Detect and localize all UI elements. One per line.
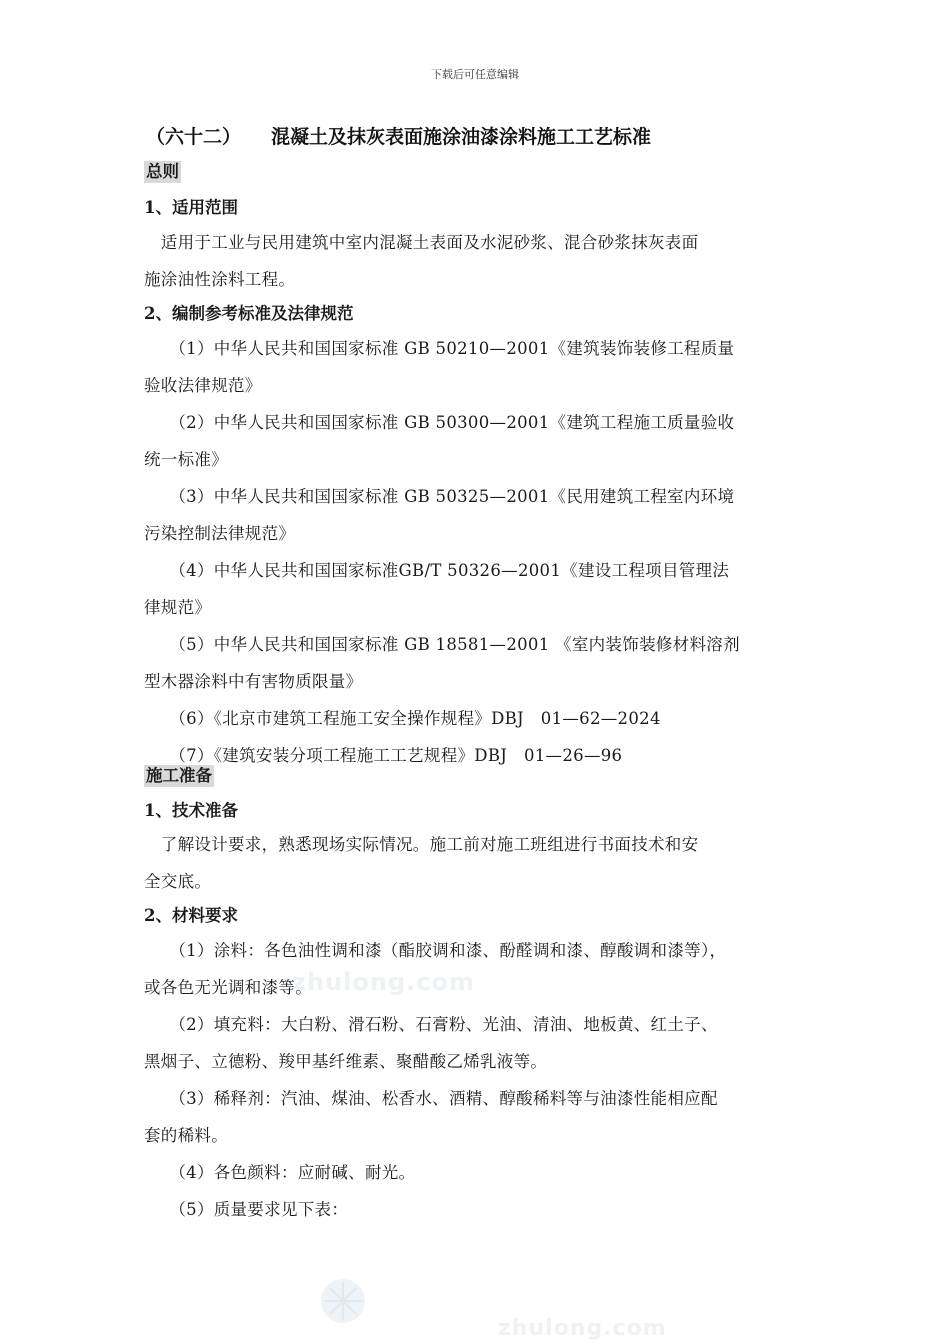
subheading-standards: 2、编制参考标准及法律规范: [144, 304, 354, 323]
paragraph-line: 施涂油性涂料工程。: [144, 270, 296, 289]
subheading-scope: 1、适用范围: [144, 198, 238, 217]
list-item: （1）中华人民共和国国家标准 GB 50210—2001《建筑装饰装修工程质量: [144, 339, 735, 358]
list-item: （3）中华人民共和国国家标准 GB 50325—2001《民用建筑工程室内环境: [144, 487, 735, 506]
title-number: （六十二）: [146, 126, 242, 148]
list-item: （6）《北京市建筑工程施工安全操作规程》DBJ 01—62—2024: [144, 709, 661, 728]
materials-list: [144, 932, 819, 1228]
list-item-continuation: 套的稀料。: [144, 1126, 228, 1145]
list-item-continuation: 验收法律规范》: [144, 376, 262, 395]
watermark-text-bottom: zhulong.com: [498, 1316, 667, 1341]
watermark-text: zhulong.com: [292, 968, 475, 996]
subsection-materials-heading: [144, 905, 819, 927]
list-item: （2）中华人民共和国国家标准 GB 50300—2001《建筑工程施工质量验收: [144, 413, 735, 432]
section-general: [144, 161, 819, 183]
paragraph-line: 了解设计要求，熟悉现场实际情况。施工前对施工班组进行书面技术和安: [144, 835, 699, 854]
paragraph-tech: [144, 826, 819, 900]
list-item: （1）涂料：各色油性调和漆（酯胶调和漆、酚醛调和漆、醇酸调和漆等），: [144, 941, 727, 960]
list-item: （4）各色颜料：应耐碱、耐光。: [144, 1163, 416, 1182]
list-item: （4）中华人民共和国国家标准GB/T 50326—2001《建设工程项目管理法: [144, 561, 730, 580]
title-text: 混凝土及抹灰表面施涂油漆涂料施工工艺标准: [271, 126, 652, 148]
standards-list: [144, 330, 819, 774]
list-item: （2）填充料：大白粉、滑石粉、石膏粉、光油、清油、地板黄、红土子、: [144, 1015, 718, 1034]
list-item: （5）质量要求见下表：: [144, 1200, 349, 1219]
watermark-logo-icon: [318, 1276, 368, 1326]
list-item-continuation: 统一标准》: [144, 450, 228, 469]
list-item-continuation: 型木器涂料中有害物质限量》: [144, 672, 363, 691]
list-item-continuation: 污染控制法律规范》: [144, 524, 296, 543]
list-item-continuation: 律规范》: [144, 598, 212, 617]
list-item-continuation: 或各色无光调和漆等。: [144, 978, 312, 997]
subheading-materials: 2、材料要求: [144, 906, 238, 925]
subheading-tech: 1、技术准备: [144, 801, 238, 820]
section-heading-prep: 施工准备: [146, 766, 212, 785]
paragraph-scope: [144, 224, 819, 298]
subsection-standards-heading: [144, 303, 819, 325]
subsection-scope-heading: [144, 197, 819, 219]
list-item: （3）稀释剂：汽油、煤油、松香水、酒精、醇酸稀料等与油漆性能相应配: [144, 1089, 718, 1108]
paragraph-line: 全交底。: [144, 872, 212, 891]
subsection-tech-heading: [144, 800, 819, 822]
section-heading-general: 总则: [146, 162, 179, 181]
list-item-continuation: 黑烟子、立德粉、羧甲基纤维素、聚醋酸乙烯乳液等。: [144, 1052, 548, 1071]
page-header: 下载后可任意编辑: [431, 68, 519, 81]
list-item: （7）《建筑安装分项工程施工工艺规程》DBJ 01—26—96: [144, 746, 623, 765]
list-item: （5）中华人民共和国国家标准 GB 18581—2001 《室内装饰装修材料溶剂: [144, 635, 740, 654]
section-prep: [144, 765, 819, 787]
document-title: [146, 122, 651, 149]
paragraph-line: 适用于工业与民用建筑中室内混凝土表面及水泥砂浆、混合砂浆抹灰表面: [144, 233, 699, 252]
